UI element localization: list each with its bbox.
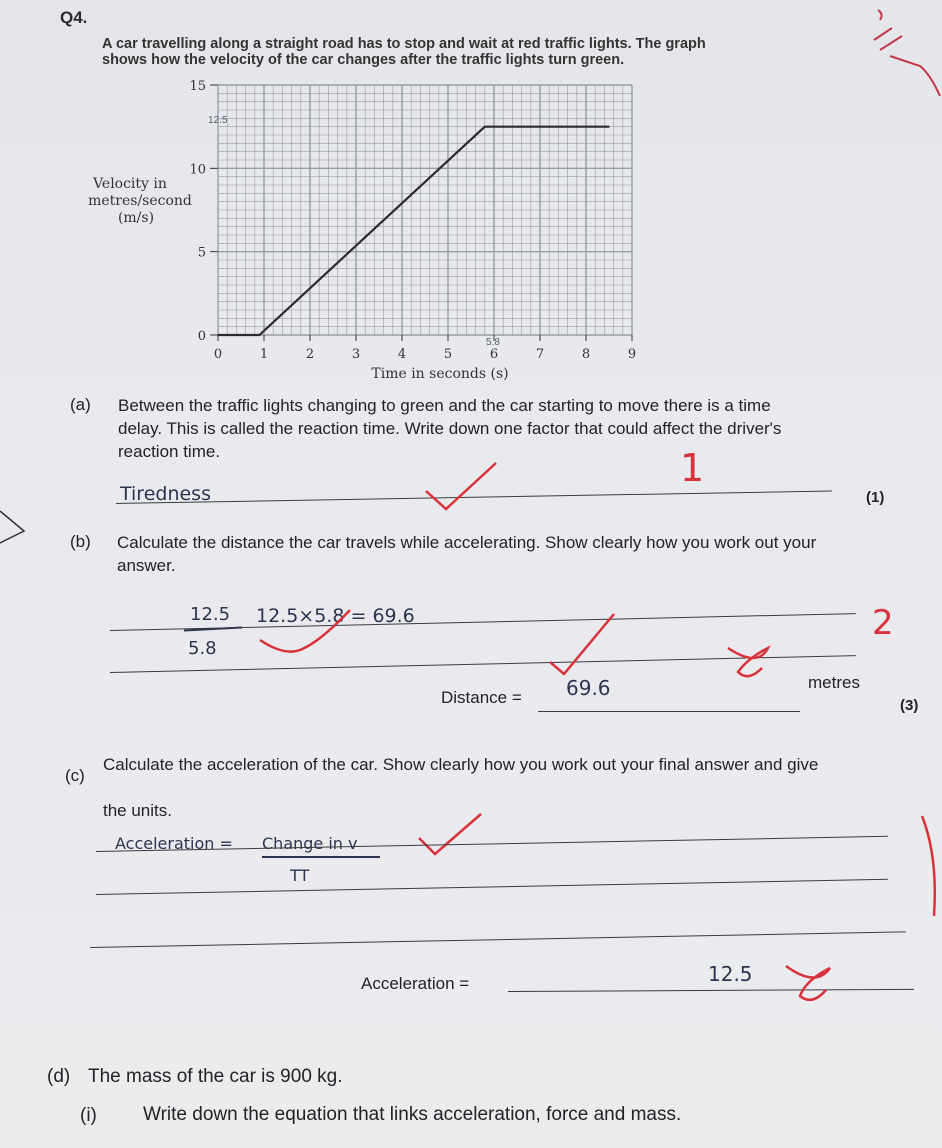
x-tick-label: 7 — [535, 347, 545, 362]
y-tick-labels — [189, 79, 206, 344]
part-b-working-denominator: 5.8 — [188, 638, 217, 659]
part-b-red-marks — [250, 600, 670, 680]
part-b-working-numerator: 12.5 — [190, 604, 231, 625]
velocity-time-graph — [0, 0, 942, 400]
x-tick-label: 6 — [489, 347, 499, 362]
y-tick-label: 5 — [197, 245, 206, 261]
grid-minor-lines — [218, 85, 632, 335]
part-a-marks: (1) — [866, 489, 885, 506]
x-tick-label: 9 — [627, 347, 637, 362]
y-axis-label-line-2: metres/second — [88, 193, 192, 209]
velocity-point — [608, 126, 610, 128]
y-axis-label-line-3: (m/s) — [117, 210, 155, 226]
margin-scribble — [0, 505, 40, 545]
velocity-point — [484, 126, 486, 128]
part-c-fraction-bar — [262, 856, 380, 858]
distance-unit: metres — [808, 673, 860, 692]
cross-mark-icon — [778, 958, 838, 1008]
part-c-line-3 — [90, 931, 906, 948]
x-tick-label: 2 — [305, 347, 315, 362]
velocity-point — [259, 334, 261, 336]
y-axis-label-line-1: Velocity in — [93, 176, 167, 192]
x-tick-labels — [214, 347, 636, 362]
acceleration-label: Acceleration = — [361, 974, 470, 993]
part-c-text: Calculate the acceleration of the car. Show clearly how you work out your final answer and give the units. — [103, 755, 819, 820]
intro-line-1: A car travelling along a straight road has to stop and wait at red traffic lights. The graph — [102, 36, 706, 52]
y-tick-label: 0 — [197, 329, 206, 344]
part-b-text: Calculate the distance the car travels while accelerating. Show clearly how you work out your answer. — [117, 533, 817, 575]
margin-bracket — [918, 812, 942, 922]
x-tick-label: 4 — [397, 347, 407, 362]
intro-line-2: shows how the velocity of the car changes after the traffic lights turn green. — [102, 52, 625, 68]
svg-text:2: 2 — [872, 603, 894, 640]
cross-mark-icon — [720, 640, 780, 680]
part-d-label: (d) — [47, 1066, 71, 1087]
part-b-teacher-mark — [862, 600, 922, 640]
part-d-i-text: Write down the equation that links acceleration, force and mass. — [143, 1104, 682, 1125]
x-tick-label: 8 — [581, 347, 591, 362]
x-tick-label: 3 — [351, 347, 361, 362]
x-axis-label: Time in seconds (s) — [371, 366, 509, 382]
x-tick-label: 1 — [259, 347, 269, 362]
series-group — [217, 126, 610, 336]
x-tick-label: 5 — [443, 347, 453, 362]
part-a-answer[interactable]: Tiredness — [120, 483, 211, 505]
distance-answer[interactable]: 69.6 — [566, 676, 611, 700]
part-d-i-label: (i) — [80, 1105, 97, 1126]
part-d-text: The mass of the car is 900 kg. — [88, 1066, 343, 1087]
handwritten-mark-5-8: 5.8 — [486, 337, 500, 348]
y-tick-label: 15 — [189, 79, 206, 94]
handwritten-mark-12-5: 12.5 — [208, 115, 228, 126]
part-c-line-2 — [96, 879, 888, 896]
part-c-working-left: Acceleration = — [115, 834, 233, 853]
tick-mark-icon — [415, 808, 485, 858]
part-a-teacher-mark: 1 — [680, 446, 705, 490]
part-a-text: Between the traffic lights changing to green and the car starting to move there is a time delay. This is called the reaction time. Write down one factor that could affect the driver's reaction time. — [118, 396, 782, 461]
tick-mark-icon — [420, 455, 500, 515]
velocity-point — [217, 334, 219, 336]
part-b-marks: (3) — [900, 697, 919, 714]
question-number: Q4. — [60, 8, 88, 27]
acceleration-answer-line — [508, 989, 914, 993]
part-a-label: (a) — [70, 395, 91, 414]
part-c-working-numerator: Change in v — [262, 834, 358, 853]
distance-label: Distance = — [441, 688, 522, 707]
part-c-working-denominator: TT — [290, 866, 310, 885]
part-b-working-calc: 12.5×5.8 = 69.6 — [256, 605, 415, 627]
acceleration-answer[interactable]: 12.5 — [708, 962, 753, 986]
part-b-label: (b) — [70, 532, 91, 551]
distance-answer-line — [538, 711, 800, 712]
part-c-label: (c) — [65, 766, 85, 785]
y-tick-label: 10 — [189, 162, 206, 178]
velocity-line — [218, 127, 609, 335]
x-tick-label: 0 — [213, 347, 223, 362]
